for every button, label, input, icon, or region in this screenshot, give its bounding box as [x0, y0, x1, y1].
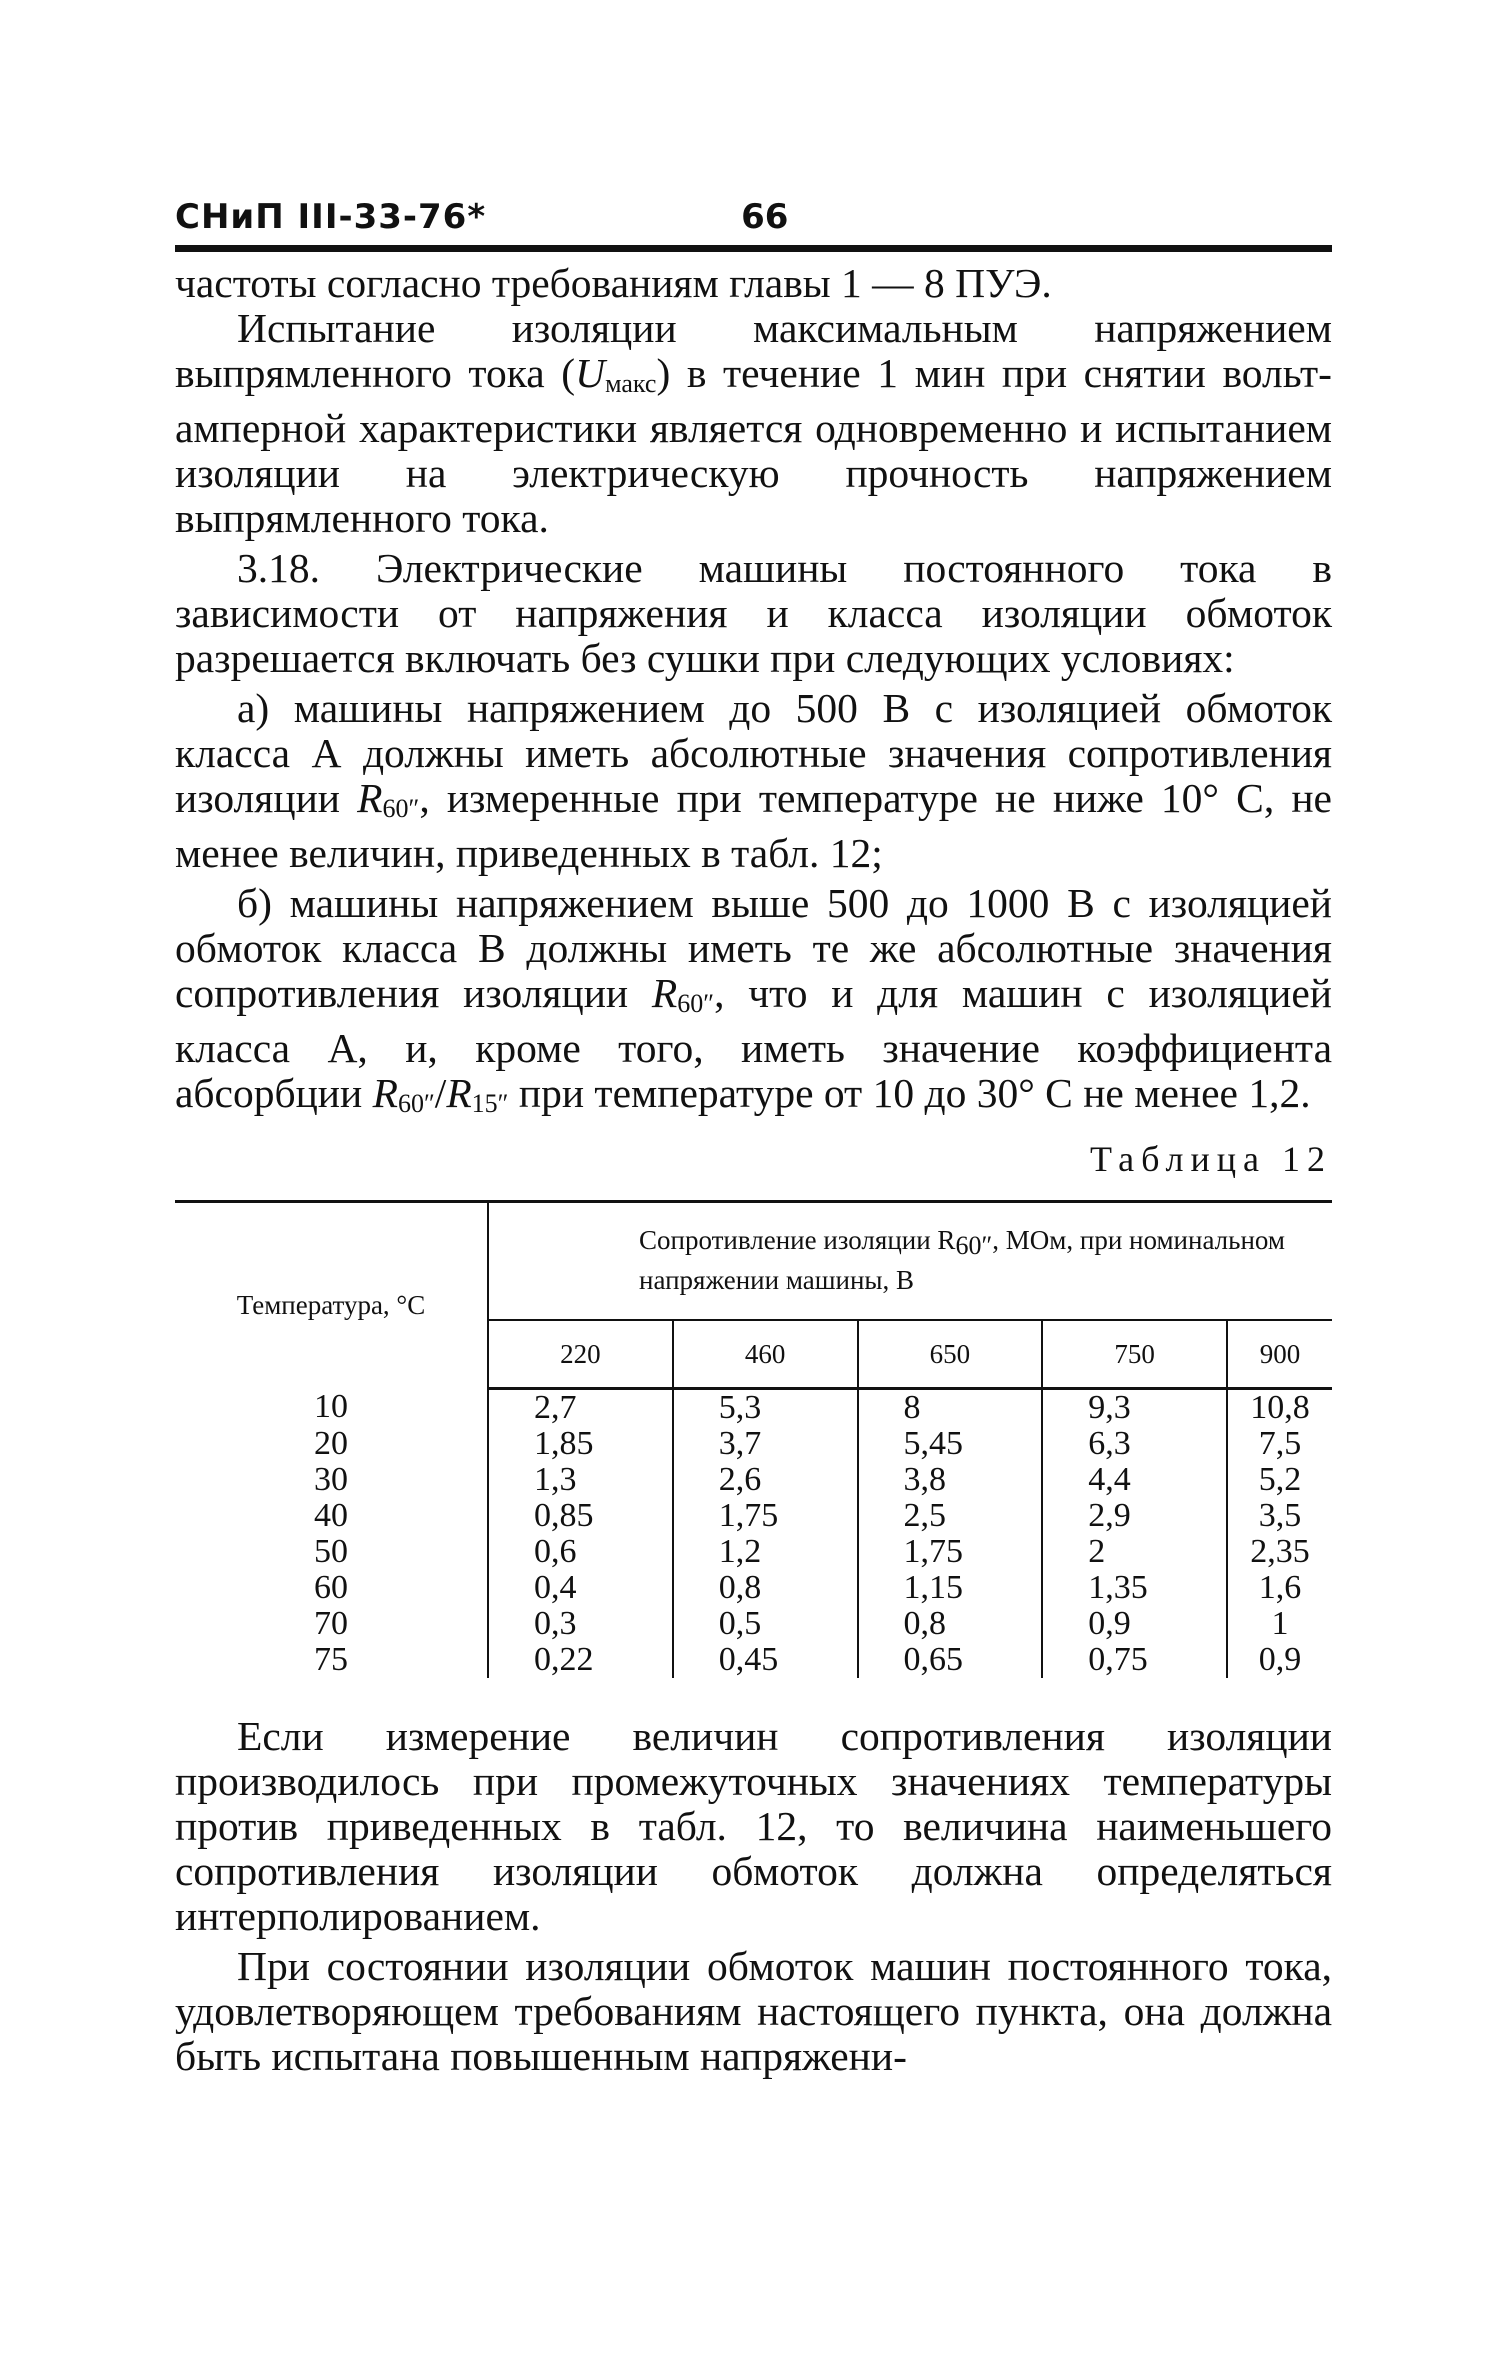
symbol-slash: / [434, 1070, 447, 1116]
resistance-group-header [488, 1202, 1332, 1321]
symbol-subscript: 15″ [471, 1089, 509, 1118]
symbol-subscript: 60″ [677, 989, 715, 1018]
table-row [175, 1606, 1332, 1642]
temperature-cell: 70 [314, 1605, 348, 1642]
resistance-cell: 0,3 [488, 1606, 673, 1642]
resistance-cell: 0,9 [1227, 1642, 1332, 1678]
resistance-cell: 5,3 [673, 1389, 858, 1427]
resistance-table [175, 1200, 1332, 1678]
voltage-header: 220 [488, 1320, 673, 1389]
resistance-cell: 9,3 [1042, 1389, 1227, 1427]
paragraph-interpolation: Если измерение величин сопротивления изоляции производилось при промежуточных значениях температуры против приведенных в табл. 12, то величина наименьшего сопротивления изоляции обмоток должна определяться интерполированием. [175, 1713, 1332, 1939]
resistance-cell: 3,8 [858, 1462, 1043, 1498]
resistance-cell: 1,2 [673, 1534, 858, 1570]
header-rule [175, 245, 1332, 252]
resistance-cell: 2 [1042, 1534, 1227, 1570]
paragraph-continuation: частоты согласно требованиям главы 1 — 8 ПУЭ. [175, 260, 1052, 306]
temperature-cell: 50 [314, 1533, 348, 1570]
symbol-subscript: макс [605, 369, 657, 398]
resistance-cell: 0,6 [488, 1534, 673, 1570]
item-text: , измеренные при температуре не ниже 10° С, не менее величин, приведенных в табл. 12; [175, 775, 1332, 876]
table-row [175, 1498, 1332, 1534]
paragraph-high-voltage-test: При состоянии изоляции обмоток машин постоянного тока, удовлетворяющем требованиям настоящего пункта, она должна быть испытана повышенным напряжени- [175, 1943, 1332, 2079]
table-row [175, 1462, 1332, 1498]
resistance-cell: 1,15 [858, 1570, 1043, 1606]
resistance-cell: 0,75 [1042, 1642, 1227, 1678]
resistance-cell: 0,45 [673, 1642, 858, 1678]
temperature-column-header: Температура, °С [175, 1202, 488, 1389]
resistance-cell: 0,8 [673, 1570, 858, 1606]
header-subscript: 60″ [955, 1231, 993, 1260]
resistance-cell: 3,7 [673, 1426, 858, 1462]
voltage-header: 750 [1042, 1320, 1227, 1389]
resistance-cell: 8 [858, 1389, 1043, 1427]
table-header-row [175, 1202, 1332, 1321]
symbol-u: U [575, 350, 606, 396]
resistance-cell: 0,8 [858, 1606, 1043, 1642]
resistance-cell: 2,6 [673, 1462, 858, 1498]
item-text: при температуре от 10 до 30° С не менее 1,2. [508, 1070, 1311, 1116]
item-text: , что и для машин с изоляцией класса А, и, кроме того, иметь значение коэффициента абсорбции [175, 970, 1332, 1116]
resistance-cell: 2,7 [488, 1389, 673, 1427]
table-row [175, 1570, 1332, 1606]
body-text [175, 261, 1332, 1126]
resistance-cell: 1,35 [1042, 1570, 1227, 1606]
resistance-cell: 0,4 [488, 1570, 673, 1606]
resistance-cell: 1,3 [488, 1462, 673, 1498]
resistance-cell: 2,5 [858, 1498, 1043, 1534]
resistance-cell: 7,5 [1227, 1426, 1332, 1462]
paragraph-text: ) в течение 1 мин при снятии вольт-амперной характеристики является одновременно и испытанием изоляции на электрическую прочность напряжением выпрямленного тока. [175, 350, 1332, 541]
body-text-after-table [175, 1714, 1332, 2079]
symbol-subscript: 60″ [397, 1089, 435, 1118]
symbol-subscript: 60″ [382, 794, 420, 823]
resistance-cell: 2,35 [1227, 1534, 1332, 1570]
table-row [175, 1642, 1332, 1678]
item-text: а) машины напряжением до 500 В с изоляцией обмоток класса А должны иметь абсолютные значения сопротивления изоляции [175, 685, 1332, 821]
resistance-cell: 1 [1227, 1606, 1332, 1642]
resistance-cell: 0,9 [1042, 1606, 1227, 1642]
symbol-r: R [357, 775, 383, 821]
header-text: Сопротивление изоляции R [639, 1225, 956, 1255]
symbol-r: R [372, 1070, 398, 1116]
resistance-cell: 0,5 [673, 1606, 858, 1642]
item-b [175, 881, 1332, 1126]
resistance-cell: 0,85 [488, 1498, 673, 1534]
symbol-r: R [446, 1070, 472, 1116]
resistance-cell: 1,75 [673, 1498, 858, 1534]
resistance-cell: 2,9 [1042, 1498, 1227, 1534]
paragraph-test-insulation [175, 306, 1332, 541]
table-body [175, 1389, 1332, 1679]
resistance-cell: 5,45 [858, 1426, 1043, 1462]
temperature-cell: 10 [314, 1388, 348, 1426]
section-3-18-lead: 3.18. Электрические машины постоянного тока в зависимости от напряжения и класса изоляции обмоток разрешается включать без сушки при следующих условиях: [175, 545, 1332, 681]
resistance-cell: 1,6 [1227, 1570, 1332, 1606]
page-header [175, 185, 1332, 237]
resistance-cell: 4,4 [1042, 1462, 1227, 1498]
temperature-cell: 30 [314, 1461, 348, 1498]
document-page [175, 185, 1332, 2079]
table-row [175, 1534, 1332, 1570]
resistance-cell: 1,85 [488, 1426, 673, 1462]
resistance-cell: 10,8 [1227, 1389, 1332, 1427]
temperature-cell: 75 [314, 1641, 348, 1678]
resistance-cell: 3,5 [1227, 1498, 1332, 1534]
page-number: 66 [741, 197, 789, 237]
temperature-cell: 20 [314, 1425, 348, 1462]
paragraph-text: Испытание изоляции максимальным напряжением выпрямленного тока ( [175, 305, 1332, 396]
resistance-cell: 0,22 [488, 1642, 673, 1678]
voltage-header: 900 [1227, 1320, 1332, 1389]
symbol-r: R [651, 970, 678, 1016]
document-code: СНиП III-33-76* [175, 197, 487, 237]
table-row [175, 1389, 1332, 1427]
header-text: , МОм, при номинальном напряжении машины, В [639, 1225, 1285, 1295]
temperature-cell: 40 [314, 1497, 348, 1534]
resistance-cell: 1,75 [858, 1534, 1043, 1570]
voltage-header: 650 [858, 1320, 1043, 1389]
item-a [175, 686, 1332, 876]
resistance-cell: 6,3 [1042, 1426, 1227, 1462]
item-text: б) машины напряжением выше 500 до 1000 В с изоляцией обмоток класса В должны иметь те же абсолютные значения сопротивления изоляции [175, 880, 1332, 1016]
temperature-cell: 60 [314, 1569, 348, 1606]
voltage-header: 460 [673, 1320, 858, 1389]
resistance-cell: 0,65 [858, 1642, 1043, 1678]
table-row [175, 1426, 1332, 1462]
resistance-cell: 5,2 [1227, 1462, 1332, 1498]
table-caption: Таблица 12 [1090, 1139, 1332, 1179]
